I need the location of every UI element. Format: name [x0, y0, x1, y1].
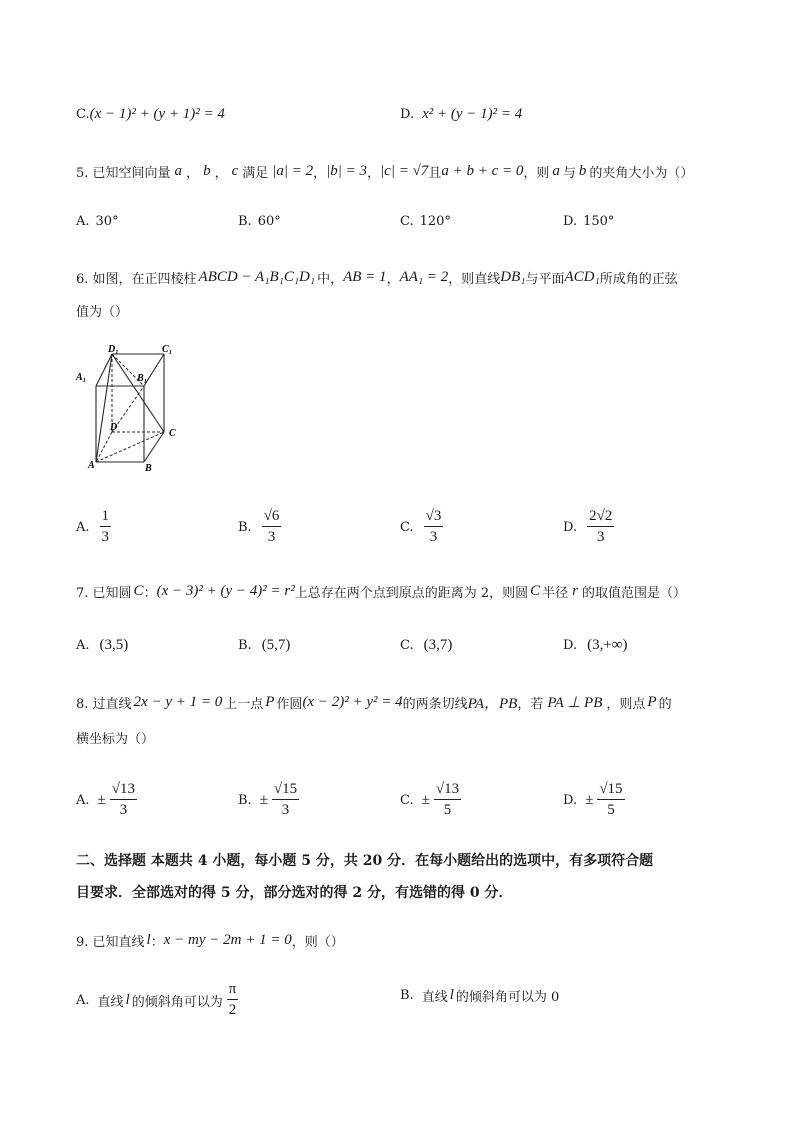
- q6-label-b1: B₁: [137, 373, 148, 384]
- q7-stem: 7. 已知圆 C ： (x − 3)² + (y − 4)² = r² 上总存在两个点到原点的距离为 2，则圆 C 半径 r 的取值范围是（）: [76, 583, 686, 601]
- q9-option-b: B. 直线 l 的倾斜角可以为 0: [400, 987, 560, 1005]
- q4-option-c: [76, 106, 225, 123]
- q6-prism-figure: [74, 344, 196, 474]
- q8-point-p-2: P: [647, 694, 657, 710]
- q5-cond1: |a| = 2: [272, 163, 314, 179]
- q5-option-c: C. 120°: [400, 214, 451, 229]
- section2-heading-line1: 二、选择题 本题共 4 小题，每小题 5 分，共 20 分．在每小题给出的选项中，有多项符合题: [76, 853, 654, 869]
- q5-stem-start: 5. 已知空间向量: [76, 166, 171, 181]
- q5-option-d: D. 150°: [563, 214, 615, 229]
- q6-label-a1: A₁: [76, 372, 87, 383]
- q5-vec-b: b: [203, 163, 211, 179]
- q6-option-b: B. $\frac{√6}{3}$: [238, 508, 280, 545]
- q4-option-d: [400, 106, 522, 123]
- q7-option-d: D. (3,+∞): [563, 637, 628, 653]
- q8-line-equation: 2x − y + 1 = 0: [133, 694, 223, 710]
- q6-option-c: C. $\frac{√3}{3}$: [400, 508, 442, 545]
- q6-label-c1: C₁: [162, 344, 173, 355]
- q6-stem-line2: 值为（）: [76, 305, 129, 320]
- q5-stem-end: 的夹角大小为（）: [589, 166, 694, 181]
- q5-cond2: |b| = 3: [326, 163, 368, 179]
- q7-option-a: A. (3,5): [76, 637, 129, 653]
- q5-satisfy: 满足: [242, 166, 269, 181]
- q8-tangents: PA，PB: [467, 696, 518, 712]
- q5-and: 且: [428, 166, 442, 181]
- q6-stem-line1: 6. 如图，在正四棱柱 ABCD − A₁B₁C₁D₁ 中， AB = 1 ， AA₁ = 2 ，则直线 DB₁ 与平面 ACD₁ 所成角的正弦: [76, 269, 678, 287]
- q4-option-d-expr: x² + (y − 1)² = 4: [422, 106, 523, 122]
- q8-point-p: P: [265, 694, 275, 710]
- q8-stem-line2: 横坐标为（）: [76, 732, 155, 747]
- q5-vec-b-2: b: [578, 163, 587, 179]
- q9-stem: 9. 已知直线 l ： x − my − 2m + 1 = 0 ，则（）: [76, 932, 344, 950]
- q7-option-c: C. (3,7): [400, 637, 453, 653]
- q9-line-l: l: [146, 932, 151, 948]
- q7-equation: (x − 3)² + (y − 4)² = r²: [156, 583, 295, 599]
- q8-option-d: D. ± $\frac{√15}{5}$: [563, 781, 623, 818]
- q6-label-c: C: [169, 428, 176, 439]
- q5-cond4: a + b + c = 0: [441, 163, 524, 179]
- q5-vec-a-2: a: [552, 163, 560, 179]
- q6-option-d: D. $\frac{2√2}{3}$: [563, 508, 613, 545]
- q8-perpendicular: PA ⊥ PB: [547, 695, 603, 711]
- q6-cond2: AA₁ = 2: [399, 269, 449, 285]
- q7-r: r: [572, 583, 578, 599]
- q9-equation: x − my − 2m + 1 = 0: [163, 932, 292, 948]
- q6-label-d1: D₁: [108, 344, 119, 355]
- q6-option-a: A. $\frac{1}{3}$: [76, 508, 110, 545]
- q8-stem-line1: 8. 过直线 2x − y + 1 = 0 上一点 P 作圆 (x − 2)² + y² = 4 的两条切线 PA，PB ，若 PA ⊥ PB ，则点 P 的: [76, 694, 672, 712]
- q5-option-a: A. 30°: [76, 214, 119, 229]
- q5-cond3: |c| = √7: [380, 163, 429, 179]
- section2-heading-line2: 目要求．全部选对的得 5 分，部分选对的得 2 分，有选错的得 0 分．: [76, 885, 513, 901]
- q6-prism: ABCD − A₁B₁C₁D₁: [198, 269, 316, 285]
- q5-vec-a: a: [174, 163, 183, 179]
- q6-line: DB₁: [500, 269, 526, 285]
- q4-option-c-expr: (x − 1)² + (y + 1)² = 4: [89, 106, 225, 122]
- q9-option-a: A. 直线 l 的倾斜角可以为 $\frac{\pi}{2}$: [76, 981, 237, 1018]
- q6-label-b: B: [145, 463, 152, 474]
- q5-with: 与: [562, 166, 576, 181]
- q8-option-c: C. ± $\frac{√13}{5}$: [400, 781, 460, 818]
- q4-option-c-label: C.: [76, 107, 90, 122]
- q6-plane: ACD₁: [564, 269, 600, 285]
- q4-option-d-label: D.: [400, 107, 415, 122]
- q8-option-a: A. ± $\frac{√13}{3}$: [76, 781, 135, 818]
- q8-circle-equation: (x − 2)² + y² = 4: [302, 694, 403, 710]
- q7-option-b: B. (5,7): [238, 637, 291, 653]
- q7-circle-name: C: [133, 583, 144, 599]
- q5-option-b: B. 60°: [238, 214, 281, 229]
- q5-stem: 5. 已知空间向量 a ， b ， c 满足 |a| = 2 ， |b| = 3 ， |c| = √7 且 a + b + c = 0 ，则 a 与 b 的夹角大小为（）: [76, 163, 694, 181]
- q6-label-a: A: [88, 460, 95, 471]
- q7-circle-name-2: C: [530, 583, 541, 599]
- q6-cond1: AB = 1: [343, 269, 387, 285]
- q5-vec-c: c: [231, 163, 239, 179]
- q6-label-d: D: [110, 422, 118, 433]
- q8-option-b: B. ± $\frac{√15}{3}$: [238, 781, 298, 818]
- q5-then: ，则: [523, 166, 550, 181]
